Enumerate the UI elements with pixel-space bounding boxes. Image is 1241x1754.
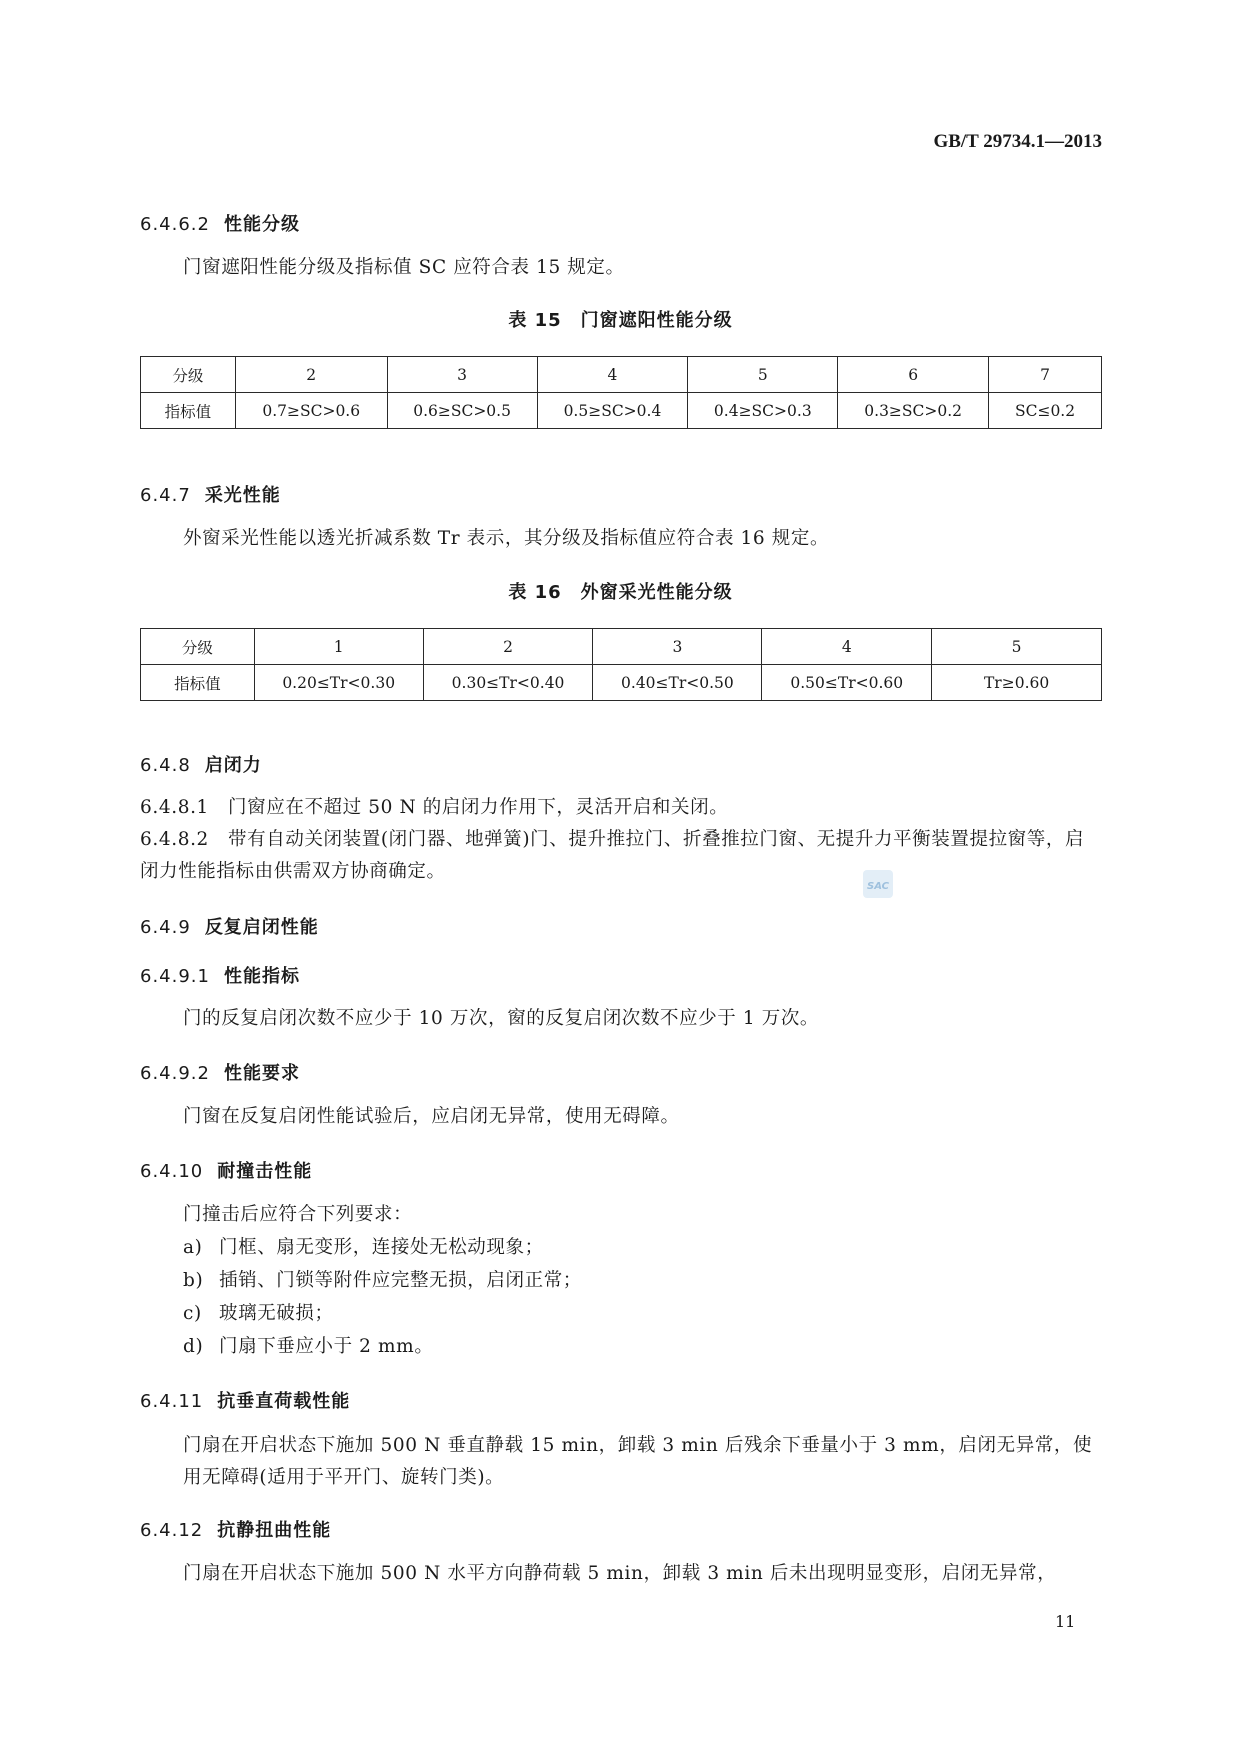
paragraph-6481: 6.4.8.1 门窗应在不超过 50 N 的启闭力作用下，灵活开启和关闭。 [140,797,729,818]
standard-number: GB/T 29734.1—2013 [933,131,1102,152]
section-heading-6411: 6.4.11 抗垂直荷载性能 [140,1391,351,1412]
table16-caption: 表 16 外窗采光性能分级 [508,582,733,603]
table15-cell: 指标值 [141,393,236,429]
table16-cell: 0.40≤Tr<0.50 [593,665,762,701]
sac-watermark-icon [862,869,894,899]
table16-row-value [141,665,1102,701]
table15-cell: 6 [838,357,989,393]
section-heading-6410: 6.4.10 耐撞击性能 [140,1161,313,1182]
table15-cell: 分级 [141,357,236,393]
paragraph-647: 外窗采光性能以透光折减系数 Tr 表示，其分级及指标值应符合表 16 规定。 [183,528,830,549]
table15-cell: 0.6≥SC>0.5 [387,393,537,429]
table16-cell: Tr≥0.60 [932,665,1102,701]
table15-cell: 7 [989,357,1102,393]
list-item: d) 门扇下垂应小于 2 mm。 [183,1336,434,1357]
table16-cell: 5 [932,629,1102,665]
paragraph-6462: 门窗遮阳性能分级及指标值 SC 应符合表 15 规定。 [183,257,625,278]
table16-cell: 指标值 [141,665,255,701]
paragraph-6412: 门扇在开启状态下施加 500 N 水平方向静荷载 5 min，卸载 3 min 后未出现明显变形，启闭无异常， [183,1563,1057,1584]
paragraph-6482: 6.4.8.2 带有自动关闭装置(闭门器、地弹簧)门、提升推拉门、折叠推拉门窗、无提升力平衡装置提拉窗等，启闭力性能指标由供需双方协商确定。 [140,829,1085,882]
section-heading-647: 6.4.7 采光性能 [140,485,281,506]
paragraph-6411: 门扇在开启状态下施加 500 N 垂直静载 15 min，卸载 3 min 后残余下垂量小于 3 mm，启闭无异常，使用无障碍(适用于平开门、旋转门类)。 [183,1435,1093,1488]
table15-row-value [141,393,1102,429]
section-heading-6492: 6.4.9.2 性能要求 [140,1063,300,1084]
section-heading-6462: 6.4.6.2 性能分级 [140,214,300,235]
table16-cell: 0.20≤Tr<0.30 [254,665,423,701]
table16-cell: 4 [762,629,932,665]
table15-cell: 0.5≥SC>0.4 [537,393,688,429]
table15-caption: 表 15 门窗遮阳性能分级 [508,310,733,331]
table16-cell: 分级 [141,629,255,665]
table16-cell: 1 [254,629,423,665]
table16-cell: 0.30≤Tr<0.40 [423,665,593,701]
page-number: 11 [1055,1612,1076,1631]
watermark-text: SAC [867,881,889,892]
section-heading-648: 6.4.8 启闭力 [140,755,262,776]
table16-cell: 3 [593,629,762,665]
paragraph-6491: 门的反复启闭次数不应少于 10 万次，窗的反复启闭次数不应少于 1 万次。 [183,1008,820,1029]
paragraph-6492: 门窗在反复启闭性能试验后，应启闭无异常，使用无碍障。 [183,1106,680,1127]
table16 [140,628,1102,701]
table15 [140,356,1102,429]
list-item: b) 插销、门锁等附件应完整无损，启闭正常； [183,1270,582,1291]
table15-cell: 0.3≥SC>0.2 [838,393,989,429]
table16-cell: 2 [423,629,593,665]
table15-cell: 5 [688,357,838,393]
table15-cell: SC≤0.2 [989,393,1102,429]
section-heading-6412: 6.4.12 抗静扭曲性能 [140,1520,332,1541]
section-heading-649: 6.4.9 反复启闭性能 [140,917,319,938]
paragraph-6410-intro: 门撞击后应符合下列要求： [183,1204,413,1225]
list-item: a) 门框、扇无变形，连接处无松动现象； [183,1237,544,1258]
table15-cell: 0.4≥SC>0.3 [688,393,838,429]
table15-cell: 3 [387,357,537,393]
table16-cell: 0.50≤Tr<0.60 [762,665,932,701]
table15-cell: 0.7≥SC>0.6 [235,393,387,429]
section-heading-6491: 6.4.9.1 性能指标 [140,966,300,987]
table15-cell: 2 [235,357,387,393]
table15-cell: 4 [537,357,688,393]
table16-row-grade [141,629,1102,665]
list-item: c) 玻璃无破损； [183,1303,334,1324]
table15-row-grade [141,357,1102,393]
